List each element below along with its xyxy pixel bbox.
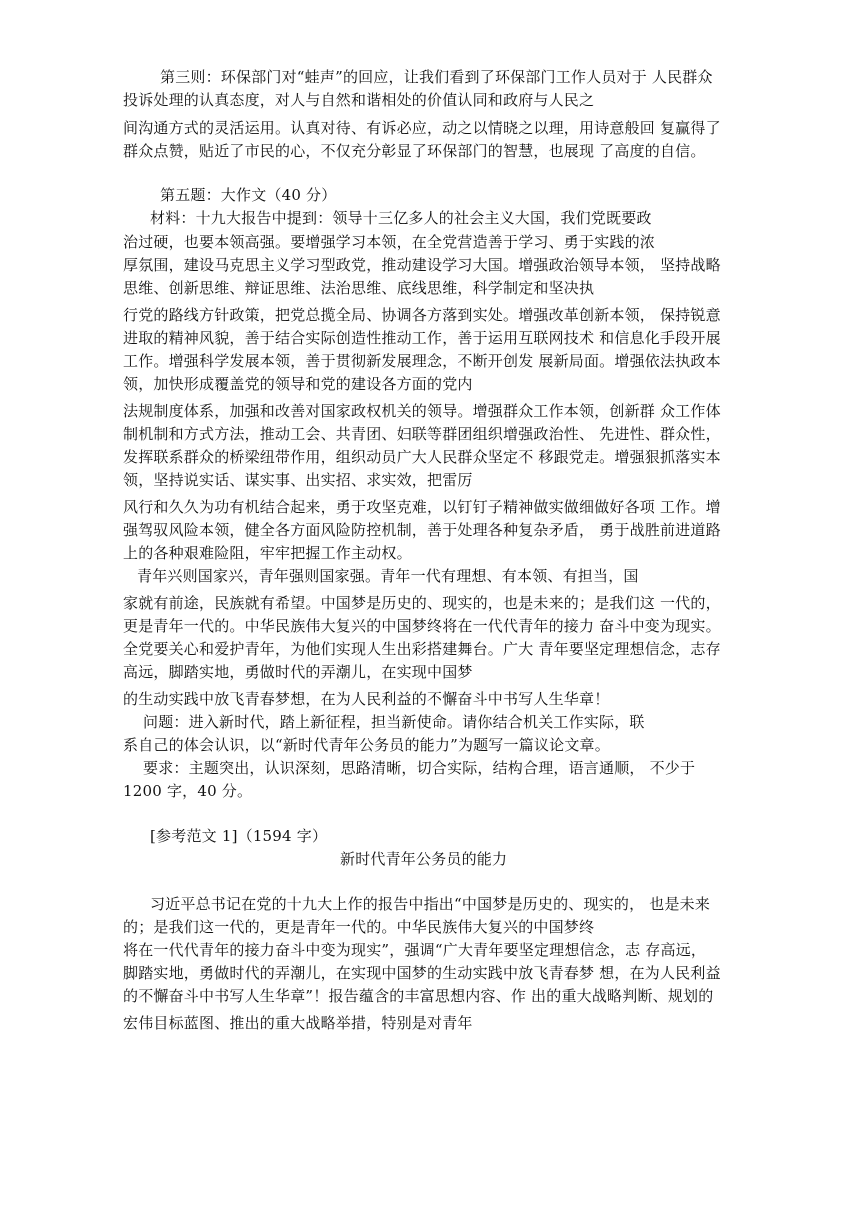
material-line: 强驾驭风险本领，健全各方面风险防控机制，善于处理各种复杂矛盾， 勇于战胜前进道路 (123, 521, 721, 539)
essay-line: 将在一代代青年的接力奋斗中变为现实”，强调“广大青年要坚定理想信念，志 存高远， (123, 941, 707, 959)
para-third-line: 群众点赞，贴近了市民的心，不仅充分彰显了环保部门的智慧，也展现 了高度的自信。 (123, 142, 706, 160)
youth-line: 青年兴则国家兴，青年强则国家强。青年一代有理想、有本领、有担当，国 (137, 567, 639, 585)
material-line: 厚氛围，建设马克思主义学习型政党，推动建设学习大国。增强政治领导本领， 坚持战略 (123, 256, 721, 274)
para-third-line: 第三则：环保部门对“蛙声”的回应，让我们看到了环保部门工作人员对于 人民群众 (160, 68, 713, 86)
material-line: 工作。增强科学发展本领，善于贯彻新发展理念，不断开创发 展新局面。增强依法执政本 (123, 352, 721, 370)
question-line: 系自己的体会认识，以“新时代青年公务员的能力”为题写一篇议论文章。 (123, 736, 610, 754)
essay-line: 脚踏实地，勇做时代的弄潮儿，在实现中国梦的生动实践中放飞青春梦 想，在为人民利益 (123, 964, 721, 982)
essay-line: 习近平总书记在党的十九大上作的报告中指出“中国梦是历史的、现实的， 也是未来 (150, 895, 711, 913)
reference-essay-label: [参考范文 1]（1594 字） (150, 827, 328, 845)
material-line: 制机制和方式方法，推动工会、共青团、妇联等群团组织增强政治性、 先进性、群众性， (123, 425, 721, 443)
material-line: 进取的精神风貌，善于结合实际创造性推动工作，善于运用互联网技术 和信息化手段开展 (123, 329, 721, 347)
essay-line: 的；是我们这一代的，更是青年一代的。中华民族伟大复兴的中国梦终 (123, 918, 595, 936)
material-line: 风行和久久为功有机结合起来，勇于攻坚克难，以钉钉子精神做实做细做好各项 工作。增 (123, 498, 721, 516)
youth-line: 家就有前途，民族就有希望。中国梦是历史的、现实的，也是未来的；是我们这 一代的， (123, 594, 721, 612)
youth-line: 的生动实践中放飞青春梦想，在为人民利益的不懈奋斗中书写人生华章！ (123, 690, 610, 708)
question-line: 问题：进入新时代，踏上新征程，担当新使命。请你结合机关工作实际，联 (143, 713, 645, 731)
material-line: 行党的路线方针政策，把党总揽全局、协调各方落到实处。增强改革创新本领， 保持锐意 (123, 306, 721, 324)
para-third-line: 间沟通方式的灵活运用。认真对待、有诉必应，动之以情晓之以理，用诗意般回 复赢得了 (123, 119, 721, 137)
essay-title: 新时代青年公务员的能力 (340, 850, 508, 868)
material-line: 发挥联系群众的桥梁纽带作用，组织动员广大人民群众坚定不 移跟党走。增强狠抓落实本 (123, 448, 721, 466)
para-third-line: 投诉处理的认真态度，对人与自然和谐相处的价值认同和政府与人民之 (123, 91, 595, 109)
material-line: 法规制度体系，加强和改善对国家政权机关的领导。增强群众工作本领，创新群 众工作体 (123, 402, 721, 420)
requirement-line: 要求：主题突出，认识深刻，思路清晰，切合实际，结构合理，语言通顺， 不少于 (143, 759, 696, 777)
requirement-line: 1200 字，40 分。 (123, 782, 253, 800)
question-five-heading: 第五题：大作文（40 分） (160, 186, 337, 204)
material-line: 领，坚持说实话、谋实事、出实招、求实效，把雷厉 (123, 471, 473, 489)
material-line: 思维、创新思维、辩证思维、法治思维、底线思维，科学制定和坚决执 (123, 279, 595, 297)
essay-line: 的不懈奋斗中书写人生华章”！报告蕴含的丰富思想内容、作 出的重大战略判断、规划的 (123, 987, 714, 1005)
material-line: 材料：十九大报告中提到：领导十三亿多人的社会主义大国，我们党既要政 (150, 209, 652, 227)
youth-line: 全党要关心和爱护青年，为他们实现人生出彩搭建舞台。广大 青年要坚定理想信念，志存 (123, 640, 721, 658)
material-line: 领，加快形成覆盖党的领导和党的建设各方面的党内 (123, 375, 473, 393)
material-line: 治过硬，也要本领高强。要增强学习本领，在全党营造善于学习、勇于实践的浓 (123, 233, 656, 251)
youth-line: 更是青年一代的。中华民族伟大复兴的中国梦终将在一代代青年的接力 奋斗中变为现实。 (123, 617, 721, 635)
essay-line: 宏伟目标蓝图、推出的重大战略举措，特别是对青年 (123, 1014, 473, 1032)
material-line: 上的各种艰难险阻，牢牢把握工作主动权。 (123, 544, 412, 562)
youth-line: 高远，脚踏实地，勇做时代的弄潮儿，在实现中国梦 (123, 663, 473, 681)
